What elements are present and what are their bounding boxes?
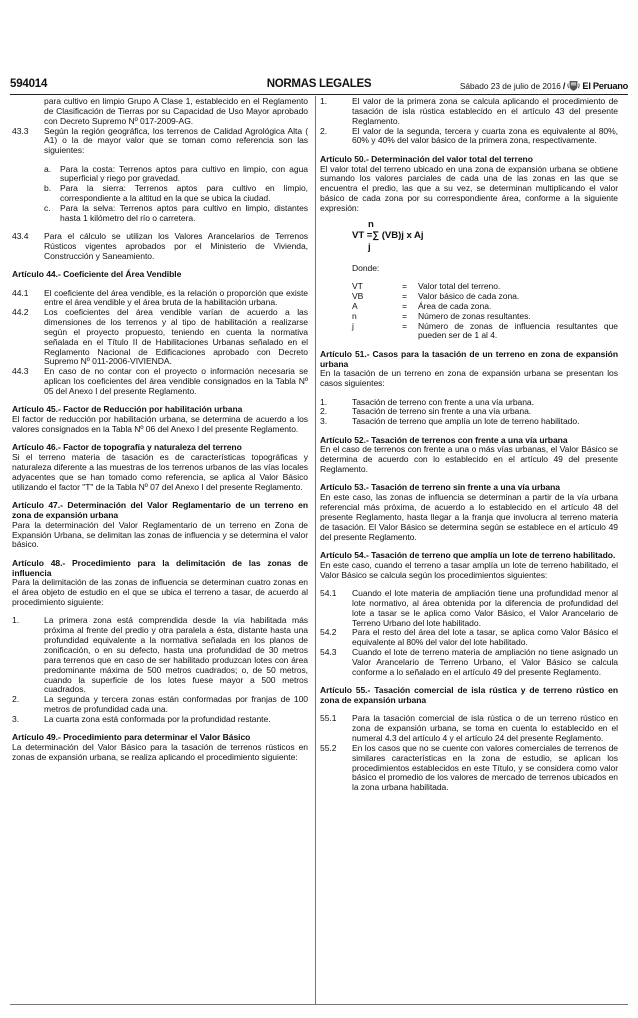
list-item: 44.2 Los coeficientes del área vendible varían de acuerdo a las dimensiones de los terrenos y al tipo de habilitación a realizarse según el proyecto propuesto, teniendo en cuenta la normativa señalada en el Título II de Habilitaciones Urbanas señalado en el Reglamento Nacional de Edificaciones aprobado con Decreto Supremo Nº 011-2006-VIVIENDA. — [12, 307, 308, 367]
article-body: Si el terreno materia de tasación es de características topográficas y naturaleza diferente a las muestras de los terrenos urbanos de las vías locales adyacentes que se han tomado como referencia, se aplica al Valor Básico utilizando el factor "T" de la Tabla Nº 07 del Anexo I del presente Reglamento. — [12, 452, 308, 492]
coat-of-arms-icon — [567, 79, 580, 92]
issue-date: Sábado 23 de julio de 2016 — [459, 80, 561, 91]
formula-definitions — [320, 264, 618, 341]
list-item: 3. Tasación de terreno que amplía un lote de terreno habilitado. — [320, 416, 580, 427]
article-heading: Artículo 48.- Procedimiento para la delimitación de las zonas de influencia — [12, 557, 308, 578]
total-value-formula — [320, 220, 618, 258]
right-column — [320, 97, 618, 1002]
list-item: 2. La segunda y tercera zonas están conformadas por franjas de 100 metros de profundidad cada una. — [12, 694, 308, 715]
column-divider — [315, 96, 316, 1004]
region-list — [12, 165, 308, 224]
formula-index: j — [368, 241, 371, 253]
definition-row: n = Número de zonas resultantes. — [352, 310, 531, 321]
list-item: 55.1 Para la tasación comercial de isla rústica o de un terreno rústico en zona de expansión urbana, se toma en cuenta lo establecido en el numeral 4.3 del artículo 4 y el artículo 24 del presente Reglamento. — [320, 713, 618, 744]
formula-upper-limit: n — [368, 218, 374, 230]
footer-rule — [10, 1004, 628, 1005]
publication-name: El Peruano — [582, 80, 628, 91]
article-heading: Artículo 51.- Casos para la tasación de un terreno en zona de expansión urbana — [320, 348, 618, 369]
article-body: Para la delimitación de las zonas de influencia se determinan cuatro zonas en el área objeto de estudio en el que se ubica el terreno a tasar, de acuerdo al procedimiento siguiente: — [12, 577, 308, 608]
article-body: El factor de reducción por habilitación urbana, se determina de acuerdo a los valores consignados en la Tabla Nº 06 del Anexo I del presente Reglamento. — [12, 414, 308, 434]
article-heading: Artículo 53.- Tasación de terreno sin frente a una vía urbana — [320, 482, 560, 493]
donde-label: Donde: — [352, 262, 380, 273]
article-heading: Artículo 54.- Tasación de terreno que amplía un lote de terreno habilitado. — [320, 550, 616, 561]
article-heading: Artículo 46.- Factor de topografía y naturaleza del terreno — [12, 442, 242, 453]
list-item: 43.3 Según la región geográfica, los terrenos de Calidad Agrológica Alta ( A1) o la de mayor valor que se toman como referencia son las siguientes: — [12, 125, 308, 156]
definition-row: A = Área de cada zona. — [352, 300, 492, 311]
header-right — [460, 79, 628, 92]
page-header — [10, 78, 628, 95]
definition-row: VT = Valor total del terreno. — [352, 281, 501, 292]
definition-row: j = Número de zonas de influencia resultantes que pueden ser de 1 al 4. — [352, 320, 618, 341]
list-item: 1. Tasación de terreno con frente a una vía urbana. — [320, 396, 534, 407]
art43-2-continuation: para cultivo en limpio Grupo A Clase 1, establecido en el Reglamento de Clasificación de Tierras por su Capacidad de Uso Mayor aprobado con Decreto Supremo Nº 017-2009-AG. — [44, 97, 308, 126]
article-body: Para la determinación del Valor Reglamentario de un terreno en Zona de Expansión Urbana, se delimitan las zonas de influencia y se determina el valor básico. — [12, 519, 308, 550]
list-item: 43.4 Para el cálculo se utilizan los Valores Arancelarios de Terrenos Rústicos vigentes aprobados por el Ministerio de Vivienda, Construcción y Saneamiento. — [12, 231, 308, 261]
section-title: NORMAS LEGALES — [266, 78, 372, 90]
article-heading: Artículo 50.- Determinación del valor total del terreno — [320, 153, 533, 164]
list-item: 1. La primera zona está comprendida desde la vía habilitada más próxima al frente del predio y otra paralela a ésta, distante hasta una profundidad equivalente a la normativa señalada en los planos de zonificación, o en su defecto, hasta una profundidad de 30 metros para terrenos que en caso de ser habilitado produzcan lotes con área predominante máxima de 500 metros cuadrados; o, de 50 metros, cuando la superficie de los lotes fuese mayor a 500 metros cuadrados. — [12, 615, 308, 695]
header-separator: / — [562, 80, 566, 91]
article-heading: Artículo 55.- Tasación comercial de isla rústica y de terreno rústico en zona de expansión urbana — [320, 685, 618, 705]
article-body: En este caso, cuando el terreno a tasar amplía un lote de terreno habilitado, el Valor Básico se calcula según los procedimientos siguientes: — [320, 559, 618, 580]
list-item: 54.3 Cuando el lote de terreno materia de ampliación no tiene asignado un Valor Arancelario de Terreno Urbano, el Valor Básico se calcula conforme a lo señalado en el artículo 49 del presente Reglamento. — [320, 647, 618, 677]
list-item: 2. El valor de la segunda, tercera y cuarta zona es equivalente al 80%, 60% y 40% del valor básico de la primera zona, respectivamente. — [320, 125, 618, 146]
article-body: En la tasación de un terreno en zona de expansión urbana se presentan los casos siguientes: — [320, 368, 618, 389]
list-item: 55.2 En los casos que no se cuente con valores comerciales de terrenos de similares características en la zona de estudio, se aplican los procedimientos establecidos en este Título, y se considera como valor básico el promedio de los valores de mercado de terrenos ubicados en la zona urbana habilitada. — [320, 742, 618, 793]
article-heading: Artículo 52.- Tasación de terrenos con frente a una vía urbana — [320, 434, 568, 445]
list-item: 54.2 Para el resto del área del lote a tasar, se aplica como Valor Básico el equivalente al 80% del valor del lote habilitado. — [320, 627, 618, 648]
article-body: El valor total del terreno ubicado en una zona de expansión urbana se obtiene sumando los valores parciales de cada una de las zonas en las que se encuentra el predio, las que a su vez, se determinan multiplicando el valor básico de cada zona por su correspondiente área, conforme a la siguiente expresión: — [320, 163, 618, 213]
article-heading: Artículo 49.- Procedimiento para determinar el Valor Básico — [12, 732, 251, 743]
list-item: 3. La cuarta zona está conformada por la profundidad restante. — [12, 713, 271, 724]
list-item: 44.3 En caso de no contar con el proyecto o información necesaria se aplican los coeficientes del área vendible consignados en la Tabla Nº 05 del Anexo I del presente Reglamento. — [12, 366, 308, 396]
list-item: 44.1 El coeficiente del área vendible, es la relación o proporción que existe entre el área vendible y el área bruta de la habilitación urbana. — [12, 287, 308, 308]
list-item: 54.1 Cuando el lote materia de ampliación tiene una profundidad menor al lote normativo, al área obtenida por la diferencia de profundidad del lote a tasar se le aplica como Valor Básico, el Valor Arancelario de Terreno Urbano del lote habilitado. — [320, 588, 618, 628]
article-heading: Artículo 44.- Coeficiente del Área Vendible — [12, 269, 182, 280]
article-body: En el caso de terrenos con frente a una o más vías urbanas, el Valor Básico se determina de acuerdo con lo establecido en el artículo 49 del presente Reglamento. — [320, 444, 618, 475]
list-item: c. Para la selva: Terrenos aptos para cultivo en limpio, distantes hasta 1 kilómetro del río o carretera. — [44, 202, 308, 223]
article-body: En este caso, las zonas de influencia se determinan a partir de la vía urbana referencial más próxima, de acuerdo a lo establecido en el artículo 48 del presente Reglamento, hasta llegar a la franja que involucra al terreno materia de tasación. El Valor Básico se determina según se establece en el artículo 49 del presente Reglamento. — [320, 492, 618, 542]
left-column — [12, 97, 308, 1002]
list-item: 1. El valor de la primera zona se calcula aplicando el procedimiento de tasación de isla rústica establecido en el artículo 43 del presente Reglamento. — [320, 97, 618, 126]
article-heading: Artículo 47.- Determinación del Valor Reglamentario de un terreno en zona de expansión urbana — [12, 500, 308, 520]
definition-row: VB = Valor básico de cada zona. — [352, 290, 520, 301]
list-item: a. Para la costa: Terrenos aptos para cultivo en limpio, con agua superficial y riego por gravedad. — [44, 163, 308, 184]
list-item: b. Para la sierra: Terrenos aptos para cultivo en limpio, correspondiente a la altitud en la que se ubica la ciudad. — [44, 183, 308, 204]
article-body: La determinación del Valor Básico para la tasación de terrenos rústicos en zonas de expansión urbana, se realiza aplicando el procedimiento siguiente: — [12, 742, 308, 762]
list-item: 2. Tasación de terreno sin frente a una vía urbana. — [320, 406, 532, 417]
page-number: 594014 — [10, 78, 48, 90]
article-heading: Artículo 45.- Factor de Reducción por habilitación urbana — [12, 404, 243, 415]
formula-expression: VT =∑ (VB)j x Aj — [352, 229, 424, 241]
